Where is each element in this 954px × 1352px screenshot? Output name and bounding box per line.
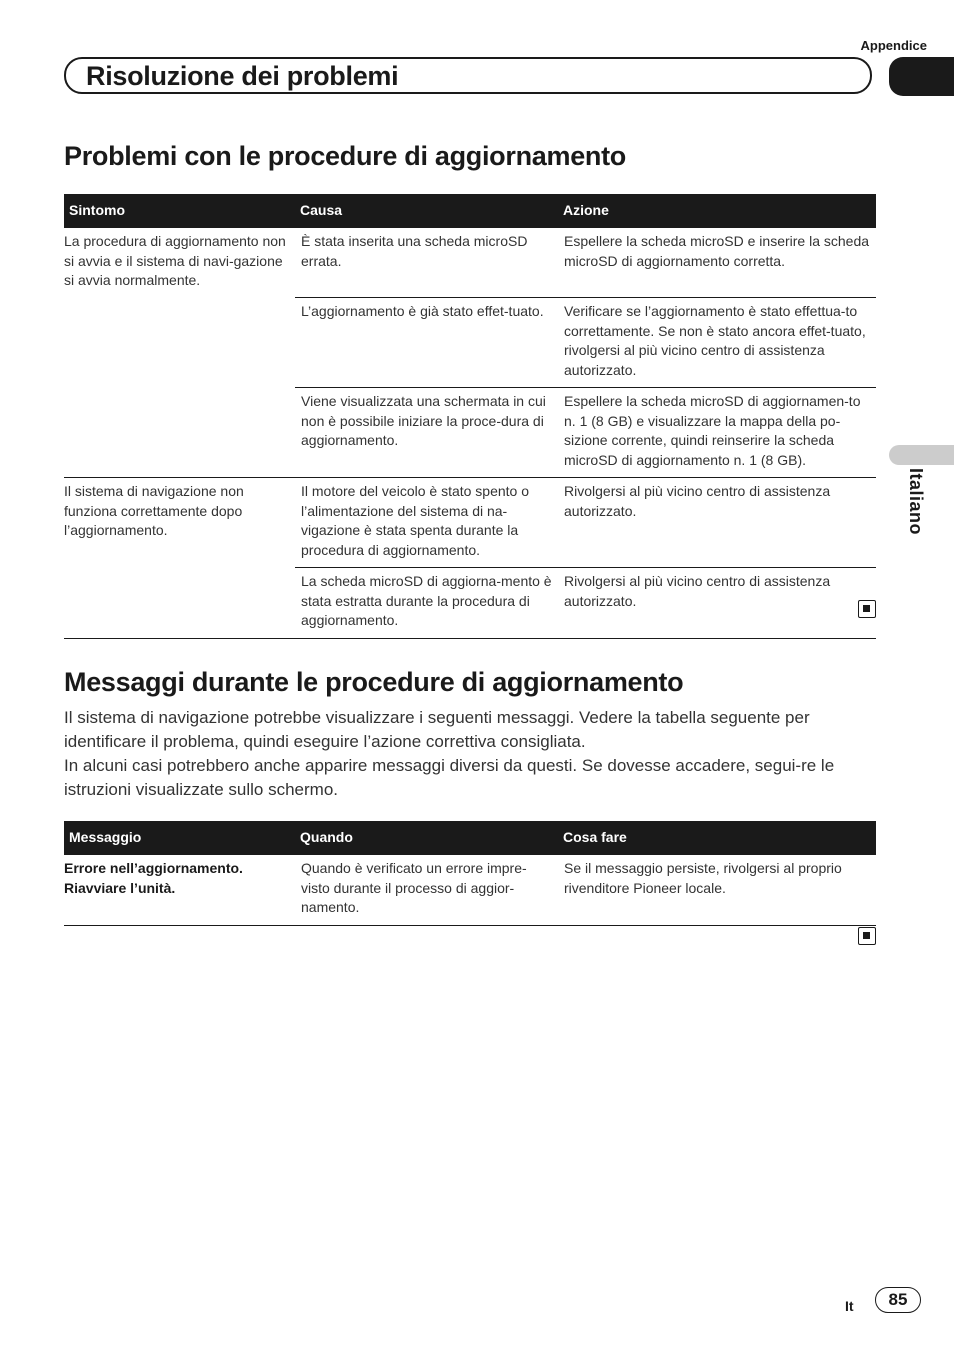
table-header-row xyxy=(64,821,876,855)
appendix-label: Appendice xyxy=(860,38,927,53)
cause-cell: Il motore del veicolo è stato spento o l’alimentazione del sistema di na-vigazione è stata spenta durante la procedura di aggiornamento. xyxy=(295,478,558,568)
cause-cell: È stata inserita una scheda microSD errata. xyxy=(301,233,528,269)
table-row xyxy=(64,228,876,298)
heading-update-problems: Problemi con le procedure di aggiornamento xyxy=(64,141,626,171)
symptom-cell xyxy=(64,298,295,388)
symptom-cell: Il sistema di navigazione non funziona correttamente dopo l’aggiornamento. xyxy=(64,478,295,568)
side-language-label: Italiano xyxy=(906,468,926,536)
footer-language-code: It xyxy=(845,1298,854,1314)
table-row xyxy=(64,298,876,388)
section-header-bar xyxy=(64,57,872,94)
column-header: Messaggio xyxy=(64,821,295,855)
symptom-cell xyxy=(64,388,295,478)
cause-cell: Viene visualizzata una schermata in cui non è possibile iniziare la proce-dura di aggiornamento. xyxy=(295,388,558,478)
intro-paragraph: Il sistema di navigazione potrebbe visualizzare i seguenti messaggi. Vedere la tabella seguente per identificare il problema, quindi eseguire l’azione correttiva consigliata. xyxy=(64,708,810,751)
troubleshooting-table xyxy=(64,194,876,639)
end-of-section-icon xyxy=(858,600,876,618)
symptom-cell xyxy=(64,568,295,639)
message-cell: Errore nell’aggiornamento. Riavviare l’unità. xyxy=(64,855,295,925)
chapter-tab-marker xyxy=(889,57,954,96)
cause-cell: La scheda microSD di aggiorna-mento è stata estratta durante la procedura di aggiornamento. xyxy=(295,568,558,639)
page-number: 85 xyxy=(875,1287,921,1313)
table-row xyxy=(64,388,876,478)
messages-table xyxy=(64,821,876,926)
action-cell: Rivolgersi al più vicino centro di assistenza autorizzato. xyxy=(558,568,876,639)
language-tab-marker xyxy=(889,445,954,465)
table-row xyxy=(64,855,876,925)
table-header-row xyxy=(64,194,876,228)
table-row xyxy=(64,478,876,568)
action-cell: Rivolgersi al più vicino centro di assistenza autorizzato. xyxy=(558,478,876,568)
symptom-cell: La procedura di aggiornamento non si avvia e il sistema di navi-gazione si avvia normalmente. xyxy=(64,233,286,288)
heading-update-messages: Messaggi durante le procedure di aggiornamento xyxy=(64,667,684,697)
column-header: Azione xyxy=(558,194,876,228)
todo-cell: Se il messaggio persiste, rivolgersi al proprio rivenditore Pioneer locale. xyxy=(558,855,876,925)
end-of-section-icon xyxy=(858,927,876,945)
action-cell: Espellere la scheda microSD e inserire la scheda microSD di aggiornamento corretta. xyxy=(564,233,870,269)
column-header: Causa xyxy=(295,194,558,228)
table-row xyxy=(64,568,876,639)
action-cell: Espellere la scheda microSD di aggiornamen-to n. 1 (8 GB) e visualizzare la mappa della po-sizione corrente, quindi reinserire la scheda microSD di aggiornamento n. 1 (8 GB). xyxy=(558,388,876,478)
when-cell: Quando è verificato un errore impre-visto durante il processo di aggior-namento. xyxy=(295,855,558,925)
column-header: Sintomo xyxy=(64,194,295,228)
cause-cell: L’aggiornamento è già stato effet-tuato. xyxy=(295,298,558,388)
action-cell: Verificare se l’aggiornamento è stato effettua-to correttamente. Se non è stato ancora effet-tuato, rivolgersi al più vicino centro di assistenza autorizzato. xyxy=(558,298,876,388)
intro-paragraph: In alcuni casi potrebbero anche apparire messaggi diversi da questi. Se dovesse accadere, segui-re le istruzioni visualizzate sullo schermo. xyxy=(64,756,835,799)
column-header: Quando xyxy=(295,821,558,855)
column-header: Cosa fare xyxy=(558,821,876,855)
intro-text xyxy=(64,706,880,802)
section-title: Risoluzione dei problemi xyxy=(86,61,399,91)
